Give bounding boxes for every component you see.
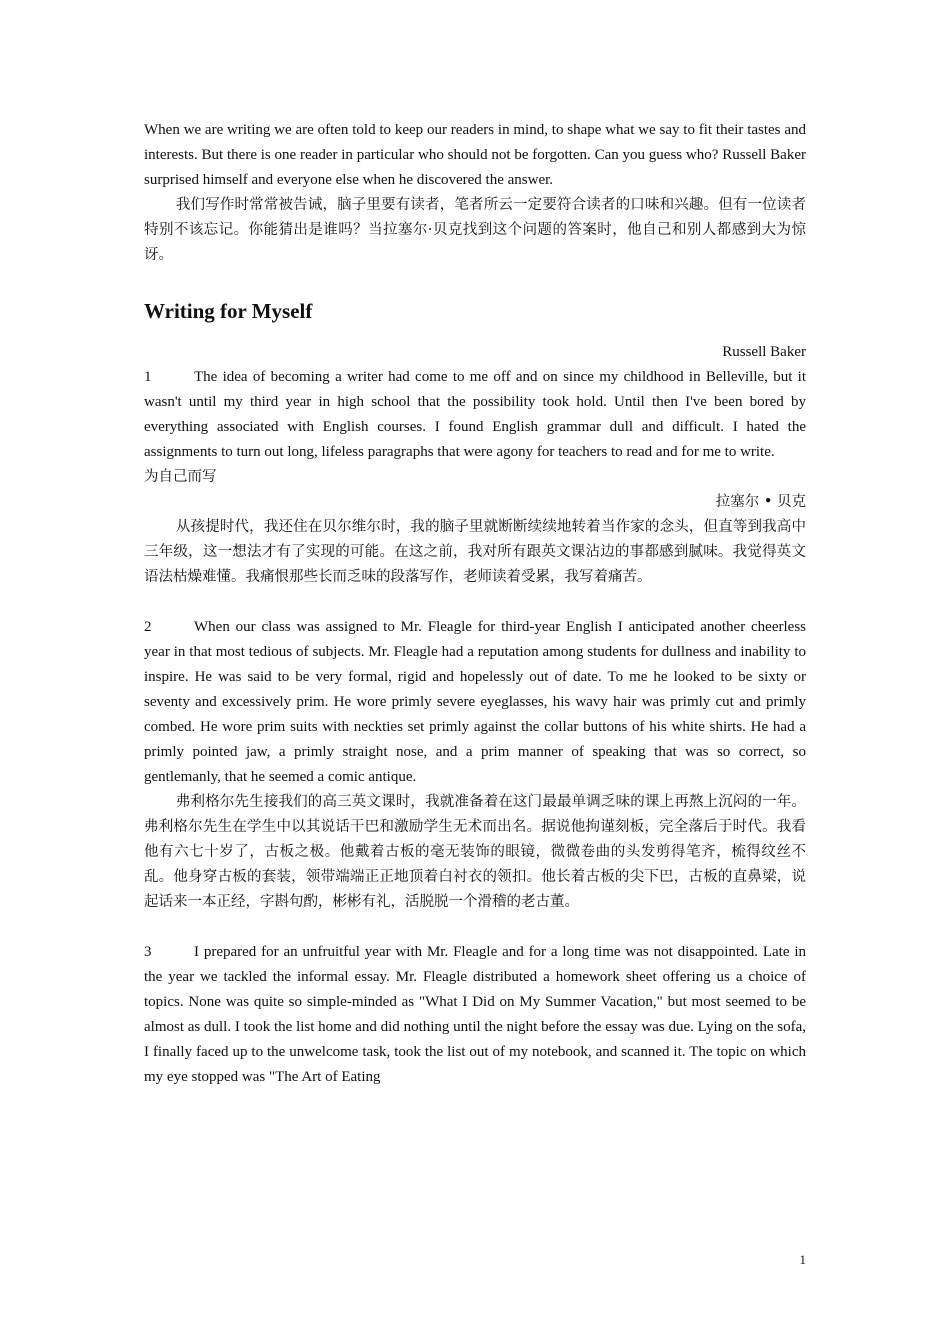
paragraph-1-chinese: 从孩提时代，我还住在贝尔维尔时，我的脑子里就断断续续地转着当作家的念头，但直等到我高中三年级，这一想法才有了实现的可能。在这之前，我对所有跟英文课沾边的事都感到腻味。我觉得英文语法枯燥难懂。我痛恨那些长而乏味的段落写作，老师读着受累，我写着痛苦。	[144, 519, 806, 585]
page-number: 1	[799, 1252, 806, 1267]
paragraph-text: The idea of becoming a writer had come to me off and on since my childhood in Belleville, but it wasn't until my third year in high school that the possibility took hold. Until then I've been bored by everything associated with English courses. I found English grammar dull and difficult. I hated the assignments to turn out long, lifeless paragraphs that were agony for teachers to read and for me to write.	[144, 369, 806, 460]
paragraph-number: 1	[144, 369, 152, 385]
paragraph-1-english	[144, 365, 806, 465]
paragraph-spacer	[144, 915, 806, 940]
page-content	[144, 118, 806, 1090]
paragraph-3-english	[144, 940, 806, 1090]
article-title: Writing for Myself	[144, 299, 313, 323]
paragraph-text: I prepared for an unfruitful year with Mr. Fleagle and for a long time was not disappointed. Late in the year we tackled the informal essay. Mr. Fleagle distributed a homework sheet offering us a choice of topics. None was quite so simple-minded as "What I Did on My Summer Vacation," but most seemed to be almost as dull. I took the list home and did nothing until the night before the essay was due. Lying on the sofa, I finally faced up to the unwelcome task, took the list out of my notebook, and scanned it. The topic on which my eye stopped was "The Art of Eating	[144, 944, 806, 1085]
paragraph-text: When our class was assigned to Mr. Fleagle for third-year English I anticipated another cheerless year in that most tedious of subjects. Mr. Fleagle had a reputation among students for dullness and inability to inspire. He was said to be very formal, rigid and hopelessly out of date. To me he looked to be sixty or seventy and excessively prim. He wore primly severe eyeglasses, his wavy hair was primly cut and primly combed. He wore prim suits with neckties set primly against the collar buttons of his white shirts. He had a primly pointed jaw, a primly straight nose, and a prim manner of speaking that was so correct, so gentlemanly, that he seemed a comic antique.	[144, 619, 806, 785]
article-title-chinese: 为自己而写	[144, 469, 217, 485]
intro-english: When we are writing we are often told to keep our readers in mind, to shape what we say to fit their tastes and interests. But there is one reader in particular who should not be forgotten. Can you guess who? Russell Baker surprised himself and everyone else when he discovered the answer.	[144, 122, 806, 188]
paragraph-2-english	[144, 615, 806, 790]
paragraph-number: 3	[144, 944, 152, 960]
paragraph-number: 2	[144, 619, 152, 635]
paragraph-2-chinese: 弗利格尔先生接我们的高三英文课时，我就准备着在这门最最单调乏味的课上再熬上沉闷的一年。弗利格尔先生在学生中以其说话干巴和激励学生无术而出名。据说他拘谨刻板，完全落后于时代。我看他有六七十岁了，古板之极。他戴着古板的毫无装饰的眼镜，微微卷曲的头发剪得笔齐，梳得纹丝不乱。他身穿古板的套装，领带端端正正地顶着白衬衣的领扣。他长着古板的尖下巴，古板的直鼻梁，说起话来一本正经，字斟句酌，彬彬有礼，活脱脱一个滑稽的老古董。	[144, 794, 806, 910]
paragraph-spacer	[144, 590, 806, 615]
article-author-chinese: 拉塞尔 • 贝克	[715, 494, 806, 510]
intro-chinese: 我们写作时常常被告诫，脑子里要有读者，笔者所云一定要符合读者的口味和兴趣。但有一位读者特别不该忘记。你能猜出是谁吗？当拉塞尔·贝克找到这个问题的答案时，他自己和别人都感到大为惊讶。	[144, 197, 806, 263]
article-author: Russell Baker	[722, 344, 806, 360]
